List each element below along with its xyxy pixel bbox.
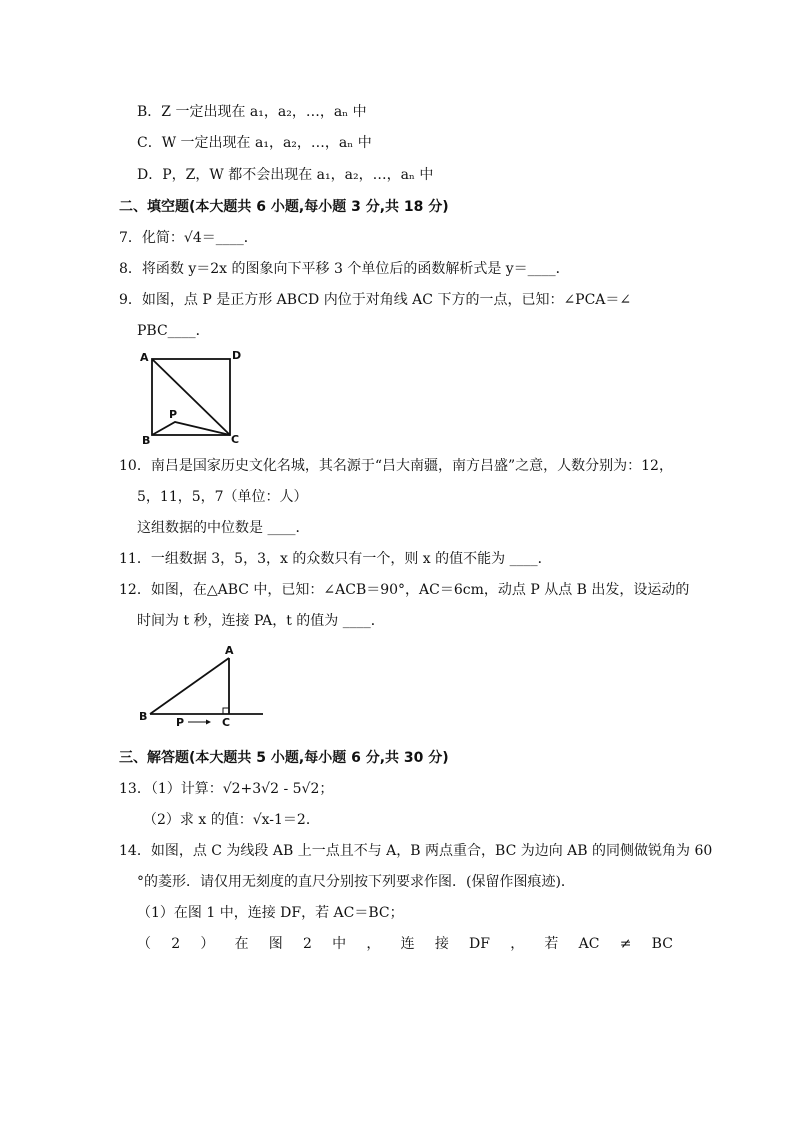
q14-token: 接 xyxy=(434,936,449,952)
label-p: P xyxy=(176,716,185,728)
q14-token: 中 xyxy=(332,936,347,952)
triangle-figure xyxy=(138,642,268,728)
question-13-line-1: 13．（1）计算：√2+3√2 - 5√2； xyxy=(119,781,334,797)
square-figure xyxy=(138,348,250,446)
label-c: C xyxy=(222,716,231,728)
label-c: C xyxy=(231,433,240,446)
question-14-line-3: （1）在图 1 中，连接 DF，若 AC＝BC； xyxy=(137,905,404,921)
q14-token: DF xyxy=(469,936,490,952)
q14-token: ， xyxy=(510,936,525,952)
diagonal-ac xyxy=(152,359,230,435)
question-12-line-1: 12．如图，在△ABC 中，已知：∠ACB＝90°，AC＝6cm，动点 P 从点 B 出发，设运动的 xyxy=(119,582,690,598)
section-3-heading: 三、解答题(本大题共 5 小题,每小题 6 分,共 30 分) xyxy=(119,750,449,766)
question-13-line-2: （2）求 x 的值：√x-1＝2． xyxy=(143,812,320,828)
section-2-heading: 二、填空题(本大题共 6 小题,每小题 3 分,共 18 分) xyxy=(119,199,449,215)
q14-token: ≠ xyxy=(619,936,632,952)
q14-token: ， xyxy=(366,936,381,952)
q14-token: 在 xyxy=(234,936,249,952)
option-c: C．W 一定出现在 a₁，a₂，…，aₙ 中 xyxy=(137,135,372,151)
question-14-line-4 xyxy=(137,934,673,954)
question-8: 8．将函数 y＝2x 的图象向下平移 3 个单位后的函数解析式是 y＝____． xyxy=(119,261,570,277)
q14-token: 若 xyxy=(544,936,559,952)
question-10-line-3: 这组数据的中位数是 ____． xyxy=(137,520,310,536)
question-10-line-1: 10．南吕是国家历史文化名城，其名源于“吕大南疆，南方吕盛”之意，人数分别为：12， xyxy=(119,458,673,474)
question-12-line-2: 时间为 t 秒，连接 PA，t 的值为 ____． xyxy=(137,613,385,629)
label-b: B xyxy=(139,710,148,723)
q14-token: （ xyxy=(137,936,151,952)
label-b: B xyxy=(142,434,151,446)
q14-token: 连 xyxy=(400,936,415,952)
motion-arrowhead xyxy=(206,720,211,725)
question-7: 7．化简：√4＝____． xyxy=(119,230,258,246)
label-a: A xyxy=(225,644,234,657)
question-11: 11．一组数据 3，5，3，x 的众数只有一个，则 x 的值不能为 ____． xyxy=(119,551,552,567)
question-9-line-2: PBC____． xyxy=(137,323,210,339)
q14-token: ） xyxy=(200,936,215,952)
q14-token: 图 xyxy=(268,936,283,952)
option-b: B．Z 一定出现在 a₁，a₂，…，aₙ 中 xyxy=(137,104,367,120)
label-p: P xyxy=(169,408,178,421)
q14-token: BC xyxy=(651,936,673,952)
label-d: D xyxy=(232,349,242,362)
question-14-line-1: 14．如图，点 C 为线段 AB 上一点且不与 A，B 两点重合，BC 为边向 AB 的同侧做锐角为 60 xyxy=(119,843,713,859)
label-a: A xyxy=(140,351,149,364)
q14-token: 2 xyxy=(171,936,181,952)
question-10-line-2: 5，11，5，7（单位：人） xyxy=(137,489,308,505)
side-ab xyxy=(150,658,229,714)
q14-token: AC xyxy=(578,936,600,952)
option-d: D．P，Z，W 都不会出现在 a₁，a₂，…，aₙ 中 xyxy=(137,167,434,183)
q14-token: 2 xyxy=(303,936,312,952)
question-9-line-1: 9．如图，点 P 是正方形 ABCD 内位于对角线 AC 下方的一点，已知：∠PCA＝∠ xyxy=(119,292,632,308)
question-14-line-2: °的菱形．请仅用无刻度的直尺分别按下列要求作图．(保留作图痕迹)． xyxy=(137,874,575,890)
